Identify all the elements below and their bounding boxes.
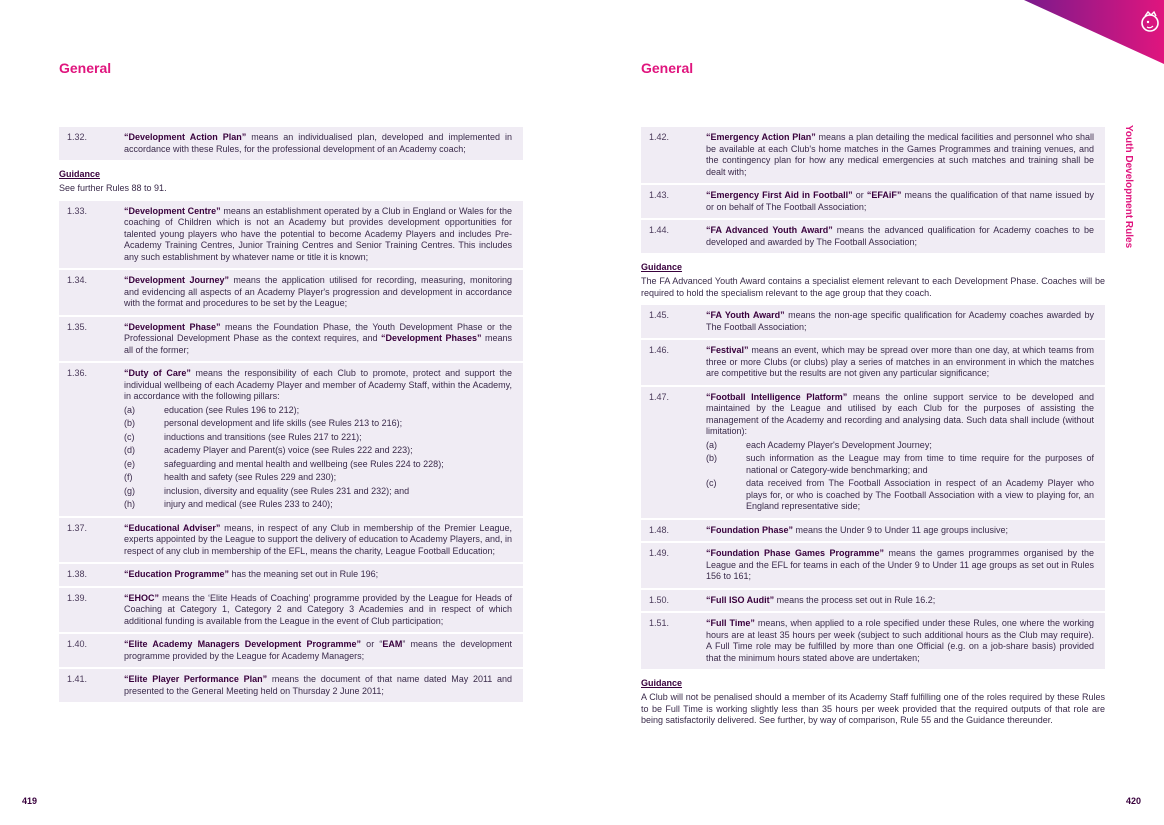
- rule-row: [641, 613, 1105, 671]
- section-sidebar: [1124, 125, 1144, 275]
- rule-text: [706, 525, 1094, 537]
- rule-row: [641, 185, 1105, 220]
- rule-number: 1.38.: [67, 569, 88, 579]
- guidance-heading: Guidance: [641, 678, 683, 688]
- definition-text: means an individualised plan, developed and implemented in accordance with these Rules, for the professional development of an Academy coach;: [124, 132, 512, 154]
- definition-text: means a plan detailing the medical facilities and personnel who shall be available at each Club's home matches in the Games Programmes and training venues, and the contingency plan for how any medical emergencies at such matches and training shall be dealt with;: [706, 132, 1094, 177]
- definition-text: means the games programmes organised by the League and the EFL for teams in each of the Under 9 to Under 11 age groups as set out in Rules 156 to 161;: [706, 548, 1094, 581]
- rule-number: 1.33.: [67, 205, 88, 216]
- rule-list: [641, 305, 1105, 671]
- sub-clause-text: injury and medical (see Rules 233 to 240);: [164, 499, 333, 509]
- sub-clause: [124, 418, 512, 430]
- rule-row: [641, 387, 1105, 520]
- definition-text: means the qualification of that name issued by or on behalf of The Football Association;: [706, 190, 1094, 212]
- defined-term: “Full Time”: [706, 618, 755, 628]
- defined-term: “Foundation Phase”: [706, 524, 794, 535]
- sub-clause-text: safeguarding and mental health and wellbeing (see Rules 224 to 228);: [164, 458, 444, 469]
- rule-text: [124, 639, 512, 662]
- rule-row: [641, 543, 1105, 590]
- sub-clause-label: (b): [124, 418, 135, 428]
- rule-number: 1.34.: [67, 275, 88, 285]
- page-heading: General: [641, 60, 694, 76]
- sub-clause-label: (c): [706, 478, 717, 488]
- rule-text: [706, 595, 1094, 607]
- rule-row: [59, 201, 523, 271]
- guidance-heading: Guidance: [59, 169, 101, 179]
- guidance-text: See further Rules 88 to 91.: [59, 183, 167, 193]
- rule-text: [124, 275, 512, 310]
- guidance-text: A Club will not be penalised should a member of its Academy Staff fulfilling one of the roles required by these Rules to be Full Time is working slightly less than 35 hours per week provided that the required outputs of that role are being satisfactorily delivered. See further, by way of comparison, Rule 55 and the Guidance thereunder.: [641, 692, 1105, 725]
- rule-number: 1.44.: [649, 225, 670, 235]
- defined-term: “Full ISO Audit”: [706, 594, 775, 605]
- sub-clause-text: such information as the League may from time to time require for the purposes of national or Category-wide benchmarking; and: [746, 453, 1094, 475]
- rule-list: [59, 127, 523, 162]
- definition-text: means, when applied to a role specified under these Rules, one where the working hours are at least 35 hours per week (subject to such additional hours as the Club may require). A Full Time role may be fulfilled by more than one Official (e.g. on a job-share basis) provided that the minimum hours stated above are undertaken;: [706, 618, 1094, 663]
- defined-term: “Development Centre”: [124, 205, 221, 216]
- defined-term: “EFAiF”: [866, 190, 902, 200]
- defined-term: “Development Journey”: [124, 275, 229, 285]
- page-heading: General: [59, 60, 112, 76]
- sub-clause: [706, 440, 1094, 452]
- rule-number: 1.50.: [649, 594, 670, 605]
- rule-text: [124, 206, 512, 264]
- defined-term: “Education Programme”: [124, 569, 230, 579]
- rule-number: 1.32.: [67, 132, 88, 142]
- sub-clause-text: inductions and transitions (see Rules 217 to 221);: [164, 431, 362, 442]
- definition-text: means the process set out in Rule 16.2;: [774, 594, 936, 605]
- page-number: 419: [22, 796, 38, 806]
- rule-row: [59, 127, 523, 162]
- definition-text: means the Under 9 to Under 11 age groups inclusive;: [793, 524, 1008, 535]
- sub-clause-label: (g): [124, 485, 135, 496]
- rule-row: [641, 127, 1105, 185]
- defined-term: “Festival”: [706, 345, 749, 355]
- defined-term: “Football Intelligence Platform”: [706, 391, 848, 402]
- rule-number: 1.35.: [67, 321, 88, 332]
- rule-number: 1.36.: [67, 368, 88, 378]
- definition-text: has the meaning set out in Rule 196;: [229, 569, 379, 579]
- sub-clause-text: data received from The Football Association in respect of an Academy Player who plays for, or who is coached by The Football Association with a view to playing for, an England representative side;: [746, 478, 1094, 511]
- definition-text: means the document of that name dated May 2011 and presented to the General Meeting held on Thursday 2 June 2011;: [124, 674, 513, 696]
- rule-row: [641, 340, 1105, 387]
- sub-clause-text: health and safety (see Rules 229 and 230);: [164, 472, 337, 482]
- rule-number: 1.51.: [649, 618, 670, 628]
- rule-text: [124, 132, 512, 155]
- definition-text: means all of the former;: [124, 333, 512, 355]
- corner-banner: [1014, 0, 1164, 70]
- defined-term: “FA Youth Award”: [706, 310, 785, 320]
- rule-text: [706, 132, 1094, 178]
- rule-row: [59, 363, 523, 518]
- rule-row: [59, 669, 523, 704]
- rule-text: [706, 548, 1094, 583]
- sub-clause: [706, 478, 1094, 513]
- defined-term: “Development Phase”: [124, 321, 221, 332]
- sub-clause-text: inclusion, diversity and equality (see Rules 231 and 232); and: [164, 485, 410, 496]
- defined-term: “Duty of Care”: [124, 368, 191, 378]
- rule-text: [706, 190, 1094, 213]
- defined-term: “Emergency Action Plan”: [706, 132, 816, 142]
- sub-clause-text: education (see Rules 196 to 212);: [164, 404, 300, 415]
- rule-text: [706, 392, 1094, 513]
- definition-text: or “: [361, 639, 383, 649]
- definition-text: means an event, which may be spread over more than one day, at which teams from three or more Clubs (or clubs) play a series of matches in an environment in which the matches are competitive but the results are not given any particular significance;: [706, 345, 1094, 378]
- definition-text: ” means the development programme provided by the League for Academy Managers;: [124, 639, 512, 661]
- rule-number: 1.49.: [649, 548, 670, 558]
- sub-clause: [124, 472, 512, 484]
- sub-clause-label: (e): [124, 458, 135, 469]
- rule-text: [124, 322, 512, 357]
- defined-term: “Foundation Phase Games Programme”: [706, 548, 884, 558]
- rule-text: [706, 345, 1094, 380]
- rule-number: 1.41.: [67, 674, 88, 684]
- defined-term: “Elite Player Performance Plan”: [124, 674, 268, 684]
- definition-text: means the responsibility of each Club to promote, protect and support the individual wellbeing of each Academy Player and member of Academy Staff, within the Academy, in accordance with the following pillars:: [124, 368, 512, 401]
- guidance-heading: Guidance: [641, 262, 683, 272]
- rule-text: [124, 569, 512, 581]
- rule-row: [59, 588, 523, 635]
- definition-text: means, in respect of any Club in membership of the Premier League, experts appointed by the League to support the delivery of education to Academy Players, and, in respect of any club in membership of the EFL, means the charity, League Football Education;: [124, 522, 512, 556]
- sub-clause-text: personal development and life skills (see Rules 213 to 216);: [164, 418, 403, 428]
- sub-clause: [124, 499, 512, 511]
- definition-text: means the non-age specific qualification for Academy coaches awarded by The Football Association;: [706, 310, 1094, 332]
- definition-text: means an establishment operated by a Club in England or Wales for the coaching of Children which is not an Academy but provides development opportunities for talented young players who have the potential to become Academy Players and includes Pre-Academy Training Centres, Junior Training Centres and Senior Training Centres. This includes any such establishment by whatever name or title it is known;: [124, 205, 512, 262]
- definition-text: means the Foundation Phase, the Youth Development Phase or the Professional Development Phase as the context requires, and: [124, 321, 513, 343]
- rule-number: 1.39.: [67, 592, 88, 603]
- definition-text: means the advanced qualification for Academy coaches to be developed and awarded by The Football Association;: [706, 225, 1094, 247]
- defined-term: “EHOC”: [124, 592, 160, 603]
- rule-text: [124, 593, 512, 628]
- right-page: [582, 0, 1164, 825]
- rule-row: [59, 317, 523, 364]
- rule-text: [706, 225, 1094, 248]
- rule-number: 1.47.: [649, 391, 670, 402]
- rule-row: [59, 564, 523, 588]
- rule-text: [124, 368, 512, 511]
- definition-text: means the online support service to be developed and maintained by the League and utilised by each Club for the purposes of assisting the management of the Academy and recording and analysing data. Such data shall include (without limitation):: [706, 391, 1094, 436]
- sub-clause-label: (a): [706, 439, 717, 450]
- left-column: [59, 127, 523, 704]
- guidance-text: The FA Advanced Youth Award contains a specialist element relevant to each Development Phase. Coaches will be required to hold the specialism relevant to the age group that they coach.: [641, 276, 1105, 298]
- section-title: Youth Development Rules: [1123, 125, 1134, 249]
- rule-text: [124, 523, 512, 558]
- sub-clause-label: (a): [124, 404, 135, 415]
- rule-number: 1.45.: [649, 310, 670, 320]
- rule-number: 1.43.: [649, 190, 670, 200]
- defined-term: “Educational Adviser”: [124, 522, 221, 533]
- sub-clause-label: (h): [124, 499, 135, 509]
- rule-text: [124, 674, 512, 697]
- definition-text: or: [852, 190, 867, 200]
- sub-clause-text: each Academy Player's Development Journey;: [746, 439, 932, 450]
- rule-row: [59, 270, 523, 317]
- rule-row: [641, 520, 1105, 544]
- defined-term: “Development Action Plan”: [124, 132, 247, 142]
- defined-term: “FA Advanced Youth Award”: [706, 225, 833, 235]
- defined-term: “Development Phases”: [380, 333, 482, 343]
- rule-list: [641, 127, 1105, 255]
- rule-number: 1.40.: [67, 639, 88, 649]
- defined-term: “Elite Academy Managers Development Programme”: [124, 639, 361, 649]
- sub-clause: [124, 405, 512, 417]
- definition-text: means the ‘Elite Heads of Coaching’ programme provided by the League for Heads of Coaching at Category 1, Category 2 and Category 3 Academies and in respect of which additional funding is available from the League in the event of Club participation;: [124, 592, 512, 626]
- sub-clause-text: academy Player and Parent(s) voice (see Rules 222 and 223);: [164, 445, 413, 455]
- definition-text: means the application utilised for recording, measuring, monitoring and evidencing all aspects of an Academy Player's progression and development in accordance with the format and procedures to be set by the League;: [124, 275, 512, 308]
- rule-text: [706, 310, 1094, 333]
- sub-clause: [706, 453, 1094, 476]
- rule-list: [59, 201, 523, 705]
- rule-row: [641, 220, 1105, 255]
- sub-clause-label: (f): [124, 472, 133, 482]
- rule-number: 1.46.: [649, 345, 670, 355]
- defined-term: “Emergency First Aid in Football”: [706, 190, 853, 200]
- right-column: [641, 127, 1105, 733]
- defined-term: EAM: [382, 639, 403, 649]
- rule-number: 1.42.: [649, 132, 670, 142]
- rule-number: 1.48.: [649, 524, 670, 535]
- rule-row: [59, 518, 523, 565]
- rule-row: [641, 305, 1105, 340]
- rule-row: [59, 634, 523, 669]
- rule-number: 1.37.: [67, 522, 88, 533]
- sub-clause: [124, 445, 512, 457]
- sub-clause-label: (d): [124, 445, 135, 455]
- sub-clause: [124, 486, 512, 498]
- sub-clause-label: (b): [706, 453, 717, 463]
- sub-clause-label: (c): [124, 431, 135, 442]
- page-number: 420: [1126, 796, 1142, 806]
- rule-row: [641, 590, 1105, 614]
- rule-text: [706, 618, 1094, 664]
- sub-clause: [124, 432, 512, 444]
- sub-clause: [124, 459, 512, 471]
